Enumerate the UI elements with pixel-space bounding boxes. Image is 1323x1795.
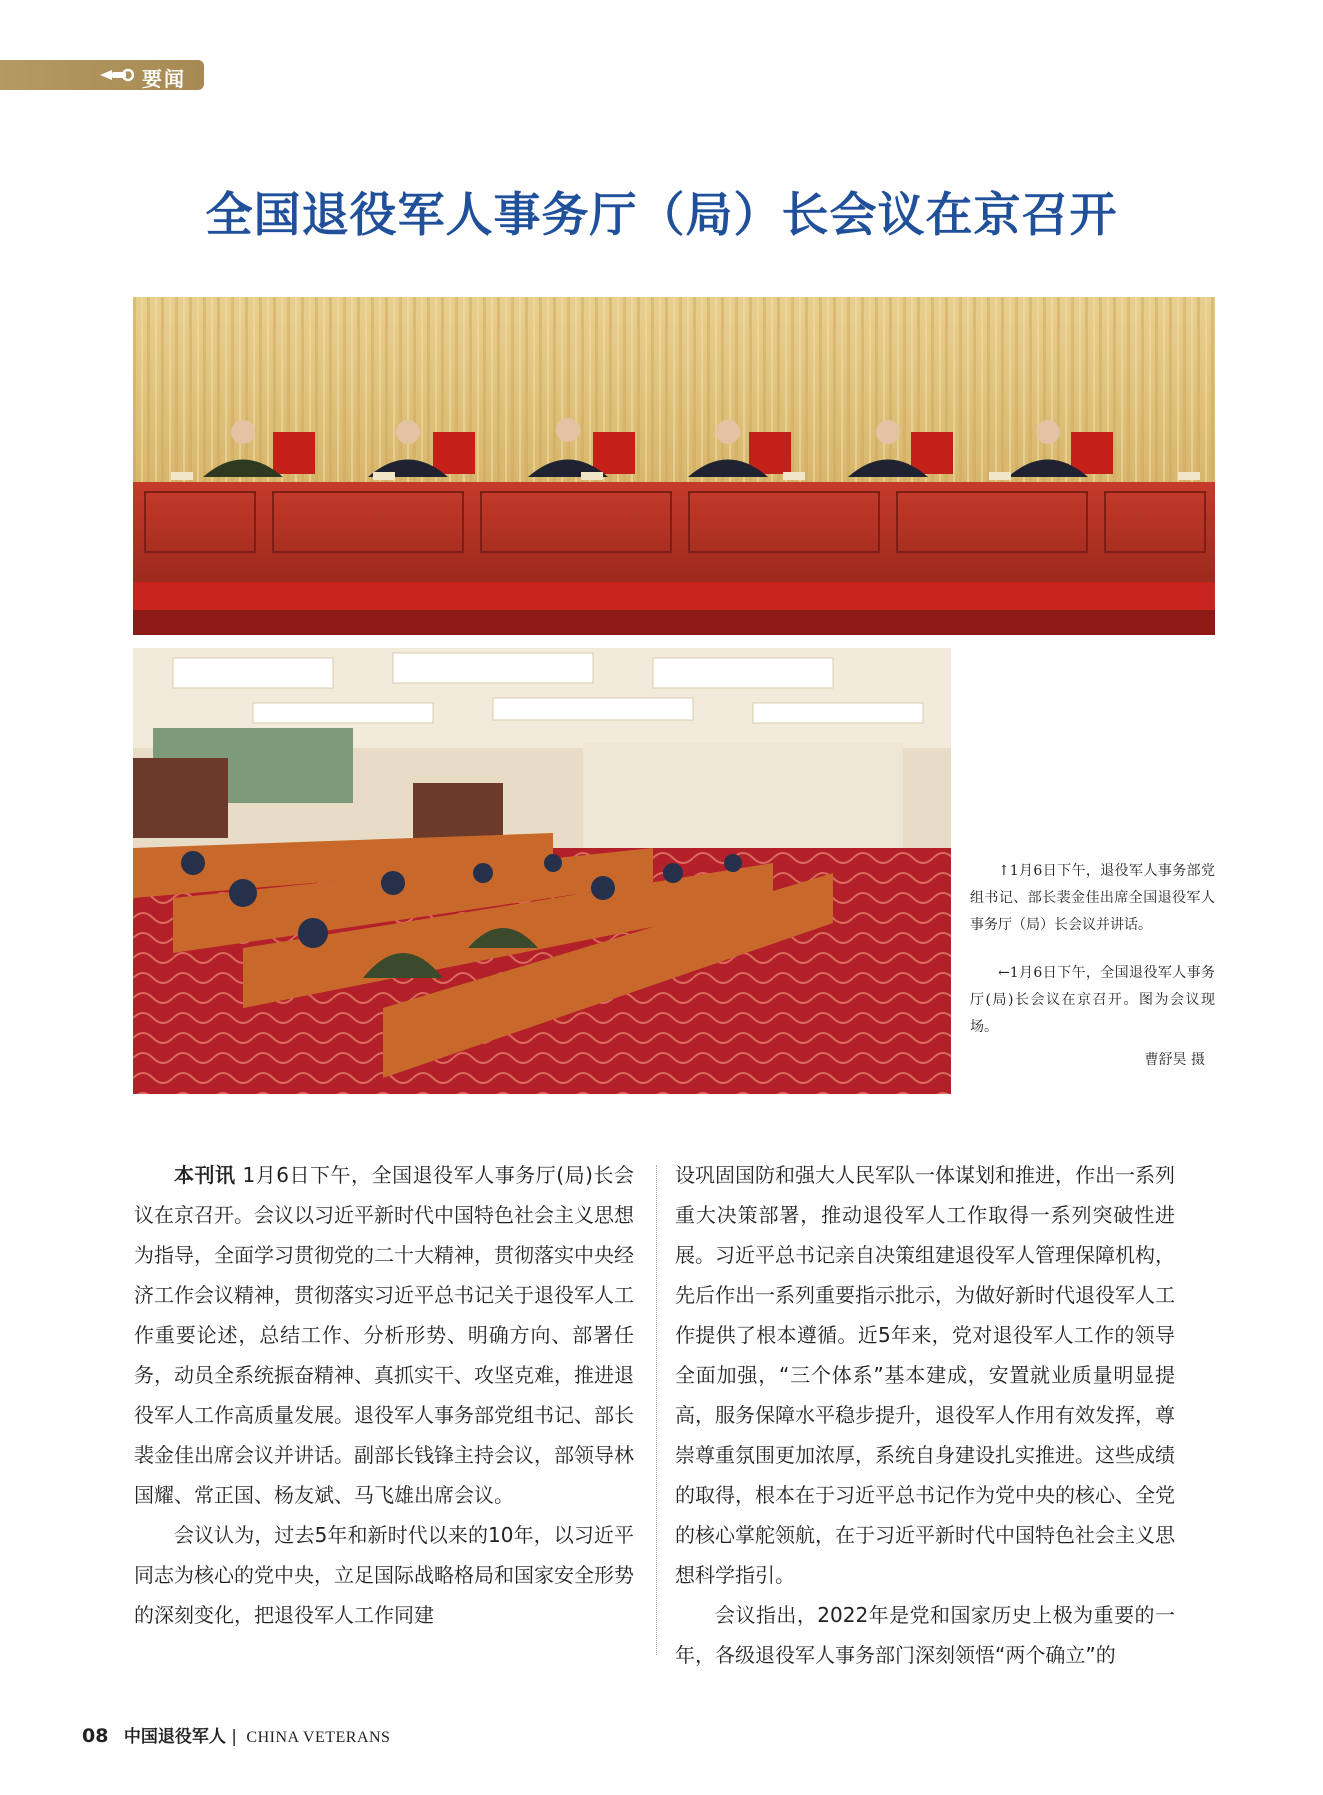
article-column-right bbox=[675, 1155, 1175, 1675]
magazine-name: 中国退役军人 bbox=[123, 1727, 226, 1747]
footer-separator: | bbox=[231, 1727, 237, 1747]
article-lead: 本刊讯 bbox=[174, 1163, 236, 1187]
magazine-english-name: CHINA VETERANS bbox=[246, 1729, 391, 1746]
section-label: 要闻 bbox=[142, 67, 186, 91]
paragraph bbox=[134, 1155, 634, 1515]
page-title: 全国退役军人事务厅（局）长会议在京召开 bbox=[205, 188, 1118, 243]
page-number: 08 bbox=[82, 1725, 109, 1747]
column-divider bbox=[656, 1165, 657, 1655]
caption-first: ↑1月6日下午，退役军人事务部党组书记、部长裴金佳出席全国退役军人事务厅（局）长会议并讲话。 bbox=[970, 863, 1215, 933]
article-column-left bbox=[134, 1155, 634, 1635]
caption-second: ←1月6日下午，全国退役军人事务厅(局)长会议在京召开。图为会议现场。 bbox=[970, 965, 1215, 1035]
photo-credit: 曹舒昊 摄 bbox=[1144, 1052, 1205, 1068]
page-footer bbox=[82, 1722, 390, 1747]
photo-captions bbox=[970, 858, 1215, 1069]
paragraph: 设巩固国防和强大人民军队一体谋划和推进，作出一系列重大决策部署，推动退役军人工作取得一系列突破性进展。习近平总书记亲自决策组建退役军人管理保障机构，先后作出一系列重要指示批示，为做好新时代退役军人工作提供了根本遵循。近5年来，党对退役军人工作的领导全面加强，“三个体系”基本建成，安置就业质量明显提高，服务保障水平稳步提升，退役军人作用有效发挥，尊崇尊重氛围更加浓厚，系统自身建设扎实推进。这些成绩的取得，根本在于习近平总书记作为党中央的核心、全党的核心掌舵领航，在于习近平新时代中国特色社会主义思想科学指引。 bbox=[675, 1163, 1175, 1587]
rostrum-photo bbox=[133, 297, 1215, 635]
paragraph: 会议指出，2022年是党和国家历史上极为重要的一年，各级退役军人事务部门深刻领悟“两个确立”的 bbox=[675, 1603, 1175, 1667]
trumpet-icon bbox=[98, 66, 134, 84]
venue-photo bbox=[133, 648, 951, 1094]
paragraph-text: 1月6日下午，全国退役军人事务厅(局)长会议在京召开。会议以习近平新时代中国特色社会主义思想为指导，全面学习贯彻党的二十大精神，贯彻落实中央经济工作会议精神，贯彻落实习近平总书记关于退役军人工作重要论述，总结工作、分析形势、明确方向、部署任务，动员全系统振奋精神、真抓实干、攻坚克难，推进退役军人工作高质量发展。退役军人事务部党组书记、部长裴金佳出席会议并讲话。副部长钱锋主持会议，部领导林国耀、常正国、杨友斌、马飞雄出席会议。 bbox=[134, 1163, 634, 1507]
paragraph: 会议认为，过去5年和新时代以来的10年，以习近平同志为核心的党中央，立足国际战略格局和国家安全形势的深刻变化，把退役军人工作同建 bbox=[134, 1523, 634, 1627]
venue-photo-image bbox=[133, 648, 951, 1094]
section-tab bbox=[0, 60, 204, 90]
rostrum-photo-image bbox=[133, 297, 1215, 635]
